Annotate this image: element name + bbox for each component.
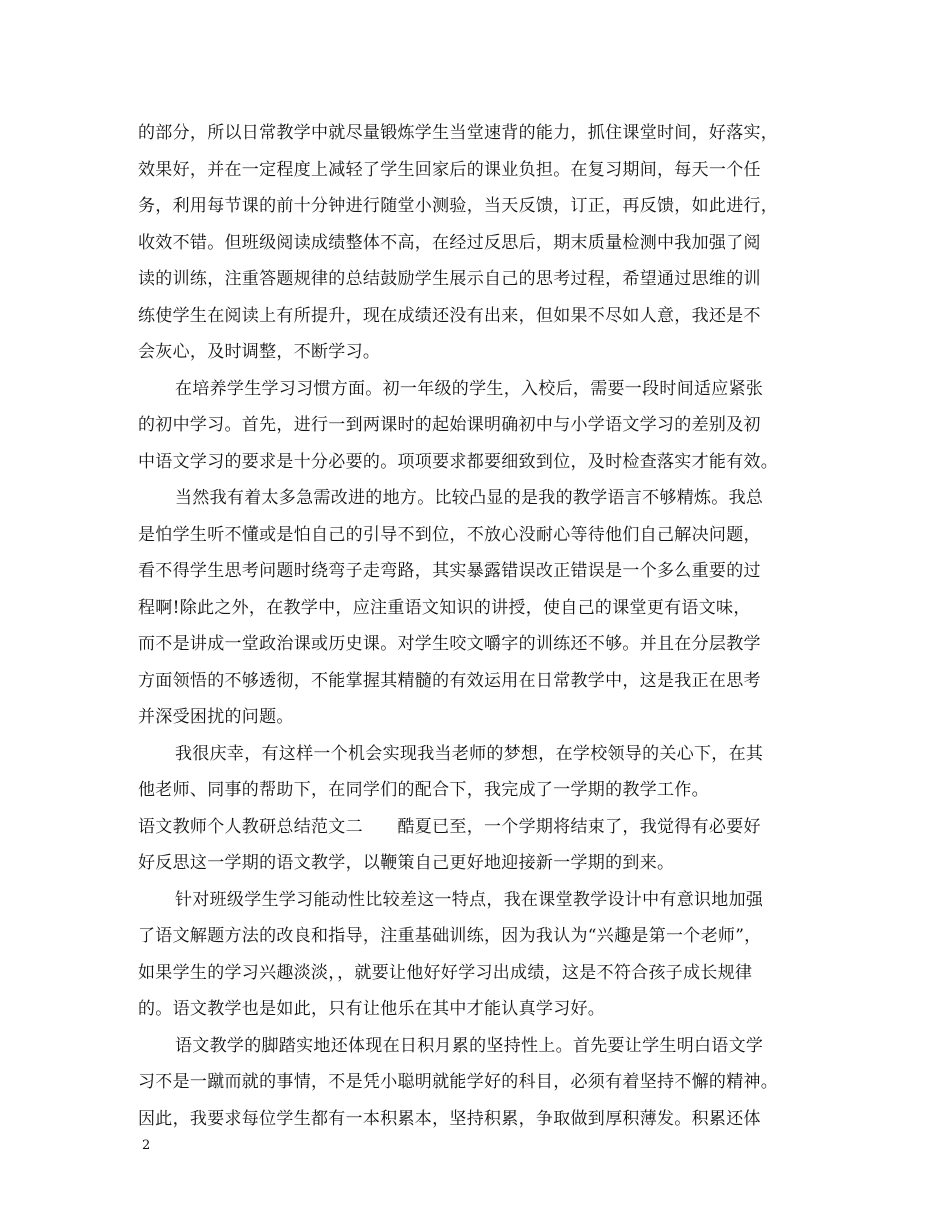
text-line: 的部分，所以日常教学中就尽量锻炼学生当堂速背的能力，抓住课堂时间，好落实， [138,123,779,143]
text-line: 他老师、同事的帮助下，在同学们的配合下，我完成了一学期的教学工作。 [138,780,709,800]
text-line: 程啊!除此之外，在教学中，应注重语文知识的讲授，使自己的课堂更有语文味， [138,597,751,618]
text-line: 在培养学生学习习惯方面。初一年级的学生，入校后，需要一段时间适应紧张 [175,378,764,399]
text-line: 读的训练，注重答题规律的总结鼓励学生展示自己的思考过程，希望通过思维的训 [138,269,761,289]
page-number: 2 [142,1138,151,1153]
text-line: 效果好，并在一定程度上减轻了学生回家后的课业负担。在复习期间，每天一个任 [138,159,761,180]
text-line: 语文教学的脚踏实地还体现在日积月累的坚持性上。首先要让学生明白语文学 [175,1035,764,1056]
text-line: 收效不错。但班级阅读成绩整体不高，在经过反思后，期末质量检测中我加强了阅 [138,232,761,253]
text-line: 而不是讲成一堂政治课或历史课。对学生咬文嚼字的训练还不够。并且在分层教学 [138,634,761,654]
text-line: 的。语文教学也是如此，只有让他乐在其中才能认真学习好。 [138,999,606,1019]
text-line: 方面领悟的不够透彻，不能掌握其精髓的有效运用在日常教学中，这是我正在思考 [138,670,761,691]
text-line: 并深受困扰的问题。 [138,707,294,727]
text-line: 当然我有着太多急需改进的地方。比较凸显的是我的教学语言不够精炼。我总 [175,488,764,508]
text-line: 如果学生的学习兴趣淡淡，，就要让他好好学习出成绩，这是不符合孩子成长规律 [138,962,753,983]
text-line: 务，利用每节课的前十分钟进行随堂小测验，当天反馈，订正，再反馈，如此进行， [138,196,779,216]
document-body [138,115,818,1137]
text-line: 中语文学习的要求是十分必要的。项项要求都要细致到位，及时检查落实才能有效。 [138,451,779,472]
text-line: 习不是一蹴而就的事情，不是凭小聪明就能学好的科目，必须有着坚持不懈的精神。 [138,1072,779,1092]
text-line: 语文教师个人教研总结范文二 酷夏已至，一个学期将结束了，我觉得有必要好 [138,816,761,837]
text-line: 练使学生在阅读上有所提升，现在成绩还没有出来，但如果不尽如人意，我还是不 [138,305,761,326]
text-line: 我很庆幸，有这样一个机会实现我当老师的梦想，在学校领导的关心下，在其 [175,743,764,764]
text-line: 是怕学生听不懂或是怕自己的引导不到位，不放心没耐心等待他们自己解决问题， [138,524,761,545]
text-line: 了语文解题方法的改良和指导，注重基础训练，因为我认为“兴趣是第一个老师”， [138,926,762,946]
text-line: 因此，我要求每位学生都有一本积累本，坚持积累，争取做到厚积薄发。积累还体 [138,1108,761,1129]
text-line: 的初中学习。首先，进行一到两课时的起始课明确初中与小学语文学习的差别及初 [138,415,761,435]
text-line: 看不得学生思考问题时绕弯子走弯路，其实暴露错误改正错误是一个多么重要的过 [138,561,761,581]
text-line: 好反思这一学期的语文教学，以鞭策自己更好地迎接新一学期的到来。 [138,853,675,873]
text-line: 会灰心，及时调整，不断学习。 [138,342,381,362]
text-line: 针对班级学生学习能动性比较差这一特点，我在课堂教学设计中有意识地加强 [175,889,764,910]
